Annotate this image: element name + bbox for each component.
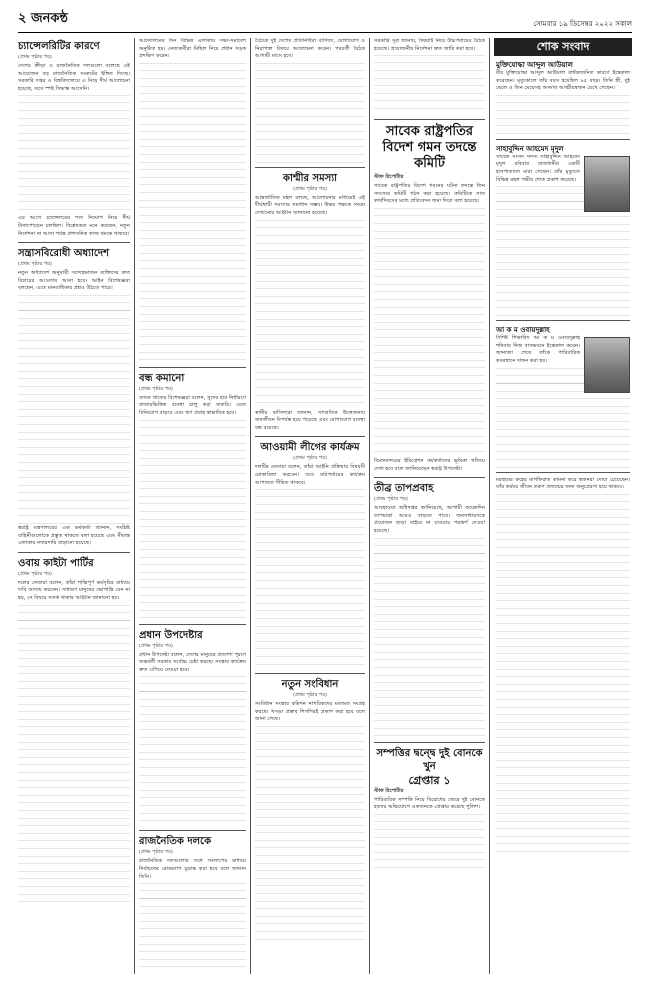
article-text: দলের নেতারা বলেন, তাঁরা শান্তিপূর্ণ কর্মসূচির মাধ্যমে দাবি আদায় করবেন। সাধারণ মানুষের ভোগান্তি যেন না হয়, সে বিষয়ে সতর্ক থাকার আহ্বান জানানো হয়।	[18, 579, 130, 601]
headline: সাবেক রাষ্ট্রপতির বিদেশ গমন তদন্তে কমিটি	[382, 124, 477, 172]
column-2	[139, 38, 246, 974]
columns	[18, 38, 632, 974]
article-text: আন্তর্জাতিক মহল বলছে, আলোচনার মাধ্যমেই এই দীর্ঘস্থায়ী সমস্যার সমাধান সম্ভব। উভয় পক্ষকে সংযম দেখানোর আহ্বান জানানো হয়েছে।	[255, 194, 365, 216]
headline: রাজনৈতিক দলকে	[139, 836, 212, 848]
headline: আওয়ামী লীগের কার্যক্রম	[260, 442, 360, 454]
text-block	[139, 883, 246, 974]
article-text: আন্দোলনের দিন বিভিন্ন এলাকায় সভা-সমাবেশ অনুষ্ঠিত হয়। নেতাকর্মীরা মিছিল নিয়ে প্রধান সড়ক প্রদক্ষিণ করেন।	[139, 38, 246, 60]
headline: সম্পত্তির দ্বন্দ্বে দুই বোনকে খুন	[376, 747, 483, 772]
column-5	[494, 38, 632, 974]
article-text: বিমানবন্দরের ইমিগ্রেশন কর্মকর্তাদের ভূমিকা খতিয়ে দেখা হবে বলে জানিয়েছেন স্বরাষ্ট্র উপদেষ্টা।	[374, 457, 485, 472]
article-text: সাবেক রাষ্ট্রপতির বিদেশ গমনের ঘটনা তদন্তে তিন সদস্যের কমিটি গঠন করা হয়েছে। কমিটিকে সাত কার্যদিবসের মধ্যে প্রতিবেদন জমা দিতে বলা হয়েছে।	[374, 183, 485, 205]
text-block	[255, 489, 365, 669]
column-rule	[489, 38, 490, 974]
text-block	[496, 368, 630, 468]
divider	[496, 139, 630, 140]
article-text: দেশের ক্রীড়া ও রাজনৈতিক দলগুলো বলেছে এই আয়োজন বড় রাজনৈতিক সংকটের ইঙ্গিত দিচ্ছে। সরকারি দপ্তর ও বিশ্ববিদ্যালয়ে এ নিয়ে দীর্ঘ আলোচনা হয়েছে, তবে স্পষ্ট সিদ্ধান্ত আসেনি।	[18, 63, 130, 92]
continued-note: (প্রথম পৃষ্ঠার পর)	[139, 385, 173, 392]
article-text: সংবিধান সংস্কার কমিশন নাগরিকদের মতামত সংগ্রহ করছে। খসড়া প্রস্তাব শিগগিরই প্রকাশ করা হবে বলে জানা গেছে।	[255, 701, 365, 723]
headline: বন্ধ কমানো	[139, 372, 185, 384]
divider	[139, 367, 246, 368]
divider	[374, 742, 485, 743]
headline: তীব্র তাপপ্রবাহ	[374, 483, 434, 495]
continued-note: (প্রথম পৃষ্ঠার পর)	[139, 849, 173, 856]
column-4	[374, 38, 485, 974]
text-block	[255, 726, 365, 946]
headline: চ্যান্সেলরিটির কারণে	[18, 41, 100, 52]
date-line: সোমবার ১৯ ডিসেম্বর ২০২২ সকাল	[533, 20, 632, 28]
column-1	[18, 38, 130, 974]
obituary-title: আ ক ম ওবায়দুল্লাহ	[496, 326, 550, 335]
article-text: ব্যাংক খাতের বিশেষজ্ঞরা বলেন, সুদের হার নির্ধারণে বাজারভিত্তিক ব্যবস্থা চালু করা জরুরি। এতে বিনিয়োগ বাড়বে এবং ঋণ প্রবাহ স্বাভাবিক হবে।	[139, 394, 246, 416]
text-block	[139, 420, 246, 620]
article-text: মরহুমের রুহের মাগফিরাত কামনা করে স্বজনরা দোয়া চেয়েছেন। তাঁর কর্মময় জীবন তরুণ প্রজন্মের জন্য অনুপ্রেরণা হয়ে থাকবে।	[496, 476, 630, 491]
text-block	[139, 676, 246, 826]
headline: প্রধান উপদেষ্টার	[139, 629, 203, 641]
divider	[18, 242, 130, 243]
subheadline: গ্রেপ্তার ১	[408, 773, 451, 787]
column-rule	[250, 38, 251, 974]
continued-note: (প্রথম পৃষ্ঠার পর)	[293, 692, 327, 699]
page-header	[18, 11, 632, 33]
byline: স্টাফ রিপোর্টার	[374, 787, 404, 794]
article-text: নতুন অধ্যাদেশ অনুযায়ী সন্দেহভাজন ব্যক্তিদের দ্রুত বিচারের আওতায় আনা হবে। আইন বিশেষজ্ঞরা বলছেন, এতে মানবাধিকার প্রশ্নও উঠতে পারে।	[18, 270, 130, 292]
obituary-text: বিশিষ্ট শিক্ষাবিদ আ ক ম ওবায়দুল্লাহ শনিবার নিজ বাসভবনে ইন্তেকাল করেন। জানাজা শেষে তাঁকে পারিবারিক কবরস্থানে দাফন করা হয়।	[496, 335, 580, 364]
page-number-brand: ২ জনকন্ঠ	[18, 11, 68, 26]
divider	[18, 552, 130, 553]
divider	[255, 436, 365, 437]
article-text: পারিবারিক সম্পত্তি নিয়ে বিরোধের জেরে দুই বোনকে হত্যার অভিযোগে একজনকে গ্রেপ্তার করেছে পুলিশ।	[374, 796, 485, 811]
text-block	[374, 208, 485, 458]
text-block	[139, 63, 246, 363]
continued-note: (প্রথম পৃষ্ঠার পর)	[139, 642, 173, 649]
divider	[255, 167, 365, 168]
obituary-text: সাবেক সংসদ সদস্য সাহাবুদ্দিন আহমেদ মৃদুল রবিবার রাজধানীর একটি হাসপাতালে মারা গেছেন। তাঁর মৃত্যুতে বিভিন্ন মহল গভীর শোক প্রকাশ করেছে।	[496, 153, 580, 183]
continued-note: (প্রথম পৃষ্ঠার পর)	[18, 261, 52, 268]
headline: কাশ্মীর সমস্যা	[282, 172, 338, 184]
continued-note: (প্রথম পৃষ্ঠার পর)	[293, 185, 327, 192]
obituary-box-title: শোক সংবাদ	[494, 38, 632, 56]
continued-note: (প্রথম পৃষ্ঠার পর)	[18, 570, 52, 577]
text-block	[374, 55, 485, 115]
divider	[496, 472, 630, 473]
column-rule	[134, 38, 135, 974]
column-3	[255, 38, 365, 974]
divider	[496, 320, 630, 321]
continued-note: (প্রথম পৃষ্ঠার পর)	[18, 54, 52, 60]
text-block	[18, 605, 130, 905]
text-block	[496, 494, 630, 854]
article-text: দলটির নেতারা বলেন, তাঁরা আইনি প্রক্রিয়ায় বিষয়টি মোকাবিলা করবেন। তবে মাঠপর্যায়ের কার্যক্রম আপাতত সীমিত থাকবে।	[255, 464, 365, 486]
continued-note: (প্রথম পৃষ্ঠার পর)	[293, 455, 327, 462]
article-text: স্থানীয় বাসিন্দারা জানান, সাম্প্রতিক উত্তেজনায় জনজীবন বিপর্যস্ত হয়ে পড়েছে এবং যোগাযোগ ব্যবস্থা বন্ধ রয়েছে।	[255, 409, 365, 431]
text-block	[18, 295, 130, 525]
article-text: সরকারি সূত্র জানায়, বিষয়টি নিয়ে উচ্চপর্যায়ের বৈঠক হয়েছে। প্রয়োজনীয় নির্দেশনা দ্রুত জারি করা হবে।	[374, 38, 485, 52]
article-text: বৈঠকে দুই দেশের প্রতিনিধিরা বাণিজ্য, যোগাযোগ ও নিরাপত্তা বিষয়ে আলোচনা করেন। পরবর্তী বৈঠক আগামী মাসে হবে।	[255, 38, 365, 60]
headline: নতুন সংবিধান	[281, 679, 339, 691]
headline: ওবায় কাইটা পার্টির	[18, 557, 94, 569]
obituary-title: সাহাবুদ্দিন আহমেদ মৃদুল	[496, 144, 564, 153]
article-text: এর আগে চ্যান্সেলরের পদে নিয়োগ নিয়ে দীর্ঘ টানাপোড়েন চলছিল। বিশ্লেষকরা মনে করছেন, নতুন নির্দেশনা না আসা পর্যন্ত প্রশাসনিক কাজ থমকে থাকবে।	[18, 215, 130, 237]
text-block	[496, 186, 630, 316]
text-block	[18, 95, 130, 215]
divider	[139, 624, 246, 625]
text-block	[496, 95, 630, 135]
divider	[255, 673, 365, 674]
column-rule	[369, 38, 370, 974]
article-text: আবহাওয়া অধিদপ্তর জানিয়েছে, আগামী কয়েকদিন তাপমাত্রা আরও বাড়তে পারে। জনসাধারণকে প্রয়োজন ছাড়া বাইরে না যাওয়ার পরামর্শ দেওয়া হয়েছে।	[374, 505, 485, 534]
article-text: রাজনৈতিক দলগুলোর সঙ্গে সংলাপের মাধ্যমে নির্বাচনের রোডম্যাপ চূড়ান্ত করা হবে বলে জানান তিনি।	[139, 858, 246, 880]
text-block	[255, 220, 365, 410]
text-block	[374, 814, 485, 874]
article-text: স্বরাষ্ট্র মন্ত্রণালয়ের এক কর্মকর্তা জানান, সংশ্লিষ্ট বাহিনীগুলোকে প্রস্তুত থাকতে বলা হয়েছে এবং সীমান্ত এলাকায় নজরদারি বাড়ানো হয়েছে।	[18, 524, 130, 547]
divider	[374, 477, 485, 478]
continued-note: (প্রথম পৃষ্ঠার পর)	[374, 496, 408, 503]
obituary-title: মুক্তিযোদ্ধা আব্দুল আউয়াল	[496, 61, 573, 69]
byline: স্টাফ রিপোর্টার	[374, 174, 404, 181]
article-text: প্রধান উপদেষ্টা বলেন, দেশের মানুষের প্রত্যাশা পূরণে অন্তর্বর্তী সরকার সর্বোচ্চ চেষ্টা করছে। সংস্কার কার্যক্রম দ্রুত এগিয়ে নেওয়া হবে।	[139, 651, 246, 673]
divider	[139, 830, 246, 831]
headline: সন্ত্রাসবিরোধী অধ্যাদেশ	[18, 248, 110, 260]
obituary-text: বীর মুক্তিযোদ্ধা আব্দুল আউয়াল বার্ধক্যজনিত কারণে ইন্তেকাল করেছেন। মৃত্যুকালে তাঁর বয়স হয়েছিল ৮৫ বছর। তিনি স্ত্রী, দুই ছেলে ও তিন মেয়েসহ অসংখ্য আত্মীয়স্বজন রেখে গেছেন।	[496, 70, 630, 92]
text-block	[255, 63, 365, 163]
text-block	[374, 538, 485, 738]
divider	[374, 119, 485, 120]
